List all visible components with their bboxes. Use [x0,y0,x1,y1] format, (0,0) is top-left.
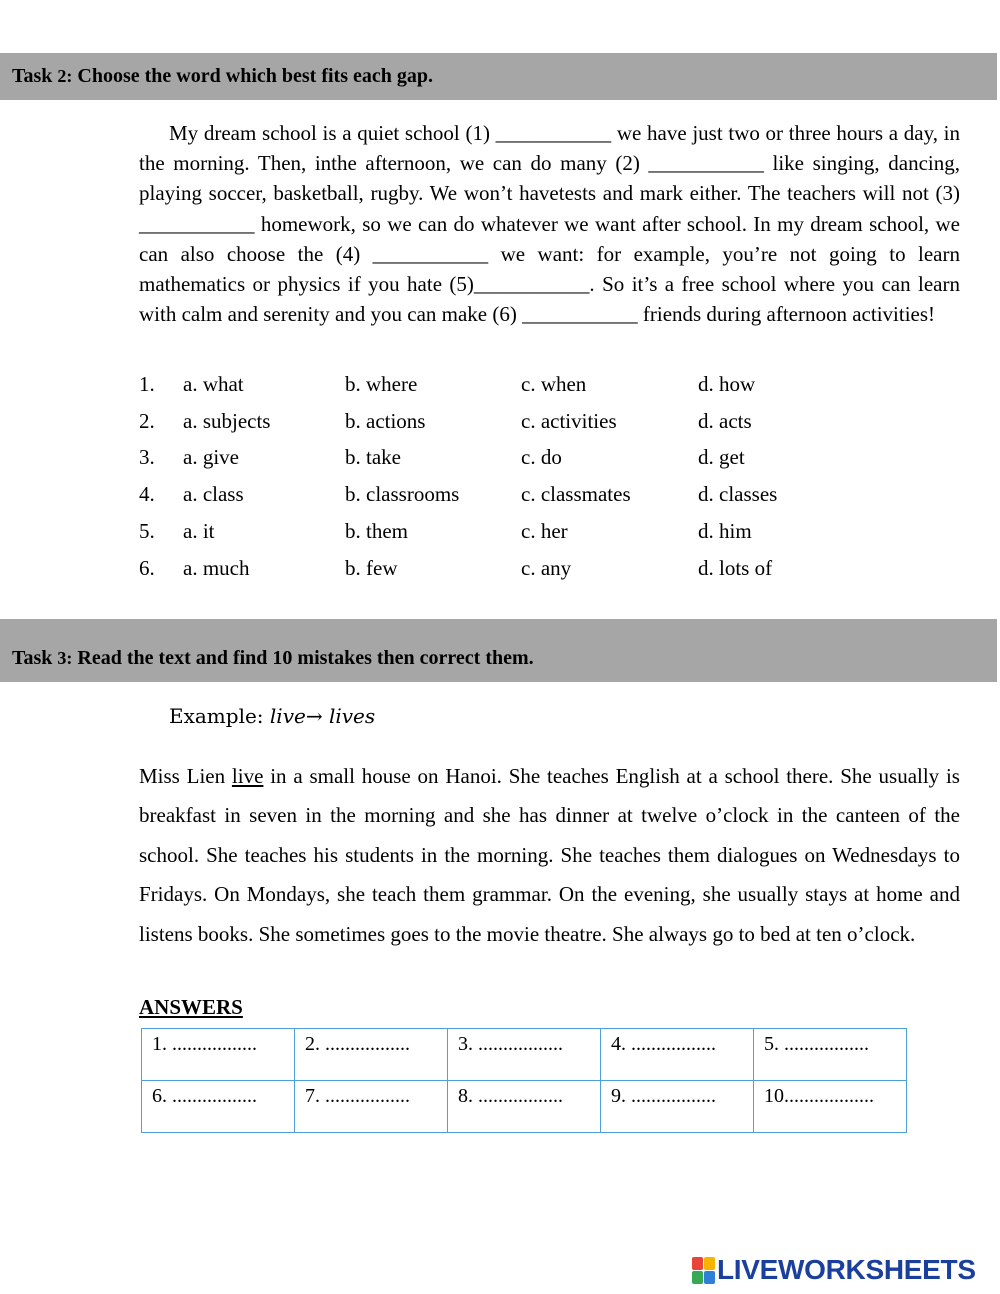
question-number: 4. [139,482,155,507]
answer-blank: 9. ................. [611,1085,716,1107]
answer-blank: 2. ................. [305,1033,410,1055]
option-d: d. acts [698,408,752,433]
answer-cell[interactable] [601,1029,754,1081]
task2-label-number: 2: [57,66,73,86]
answers-title: ANSWERS [139,995,243,1019]
answer-cell[interactable] [754,1029,907,1081]
question-number: 5. [139,519,155,544]
option-d: d. lots of [698,555,773,580]
passage-rest: in a small house on Hanoi. She teaches English at a school there. She usually is breakfast in seven in the morning and she has dinner at twelve o’clock in the canteen of the school. She teaches his students in the morning. She teaches them dialogues on Wednesdays to Fridays. On Mondays, she teach them grammar. On the evening, she usually stays at home and listens books. She sometimes goes to the movie theatre. She always go to bed at ten o’clock. [139,764,960,946]
logo-square-blue [704,1271,715,1284]
option-c: c. any [521,555,572,580]
example-label: Example: [169,704,270,728]
question-row [139,366,838,403]
answers-row [142,1029,907,1081]
logo-square-yellow [704,1257,715,1270]
option-a: a. give [183,445,239,470]
task3-label-prefix: Task [12,647,58,669]
underlined-word: live [231,764,264,788]
option-d: d. classes [698,482,778,507]
option-b: b. them [345,519,408,544]
option-b: b. few [345,555,398,580]
answer-cell[interactable] [295,1081,448,1133]
answer-blank: 1. ................. [152,1033,257,1055]
option-c: c. activities [521,408,617,433]
answer-cell[interactable] [601,1081,754,1133]
option-d: d. get [698,445,745,470]
task2-label-prefix: Task [12,65,58,87]
question-number: 2. [139,408,155,433]
task3-example [169,704,375,728]
task2-header [0,53,997,100]
answer-blank: 4. ................. [611,1033,716,1055]
task3-title [12,647,534,670]
option-d: d. how [698,371,756,396]
option-b: b. take [345,445,401,470]
question-number: 1. [139,371,155,396]
task2-label-text: Choose the word which best fits each gap. [72,65,433,87]
answer-cell[interactable] [142,1081,295,1133]
option-a: a. class [183,482,244,507]
question-number: 6. [139,555,155,580]
logo-square-red [692,1257,703,1270]
option-a: a. subjects [183,408,271,433]
option-a: a. it [183,519,215,544]
task2-options-table [139,366,838,587]
logo-square-green [692,1271,703,1284]
answer-cell[interactable] [448,1081,601,1133]
question-number: 3. [139,445,155,470]
question-row [139,403,838,440]
option-a: a. much [183,555,250,580]
option-d: d. him [698,519,752,544]
question-row [139,440,838,477]
option-b: b. classrooms [345,482,460,507]
task3-header [0,619,997,682]
answers-table [141,1028,907,1133]
answer-cell[interactable] [754,1081,907,1133]
answer-blank: 6. ................. [152,1085,257,1107]
answer-blank: 8. ................. [458,1085,563,1107]
answer-cell[interactable] [448,1029,601,1081]
answer-blank: 10.................. [764,1085,874,1107]
liveworksheets-logo [692,1255,976,1285]
answers-row [142,1081,907,1133]
task2-title [12,65,433,88]
task3-passage [139,757,960,954]
answer-blank: 3. ................. [458,1033,563,1055]
option-c: c. do [521,445,562,470]
example-text: live→ lives [269,704,376,728]
option-b: b. where [345,371,418,396]
option-c: c. when [521,371,587,396]
task3-label-number: 3: [57,648,73,668]
passage-start: Miss Lien [139,764,232,788]
option-b: b. actions [345,408,426,433]
answer-blank: 7. ................. [305,1085,410,1107]
option-a: a. what [183,371,244,396]
answer-cell[interactable] [142,1029,295,1081]
logo-text: LIVEWORKSHEETS [717,1254,976,1285]
option-c: c. her [521,519,568,544]
option-c: c. classmates [521,482,631,507]
task3-label-text: Read the text and find 10 mistakes then correct them. [72,647,534,669]
question-row [139,513,838,550]
answer-cell[interactable] [295,1029,448,1081]
question-row [139,476,838,513]
task2-passage: My dream school is a quiet school (1) ___________ we have just two or three hours a day, in the morning. Then, inthe afternoon, we can do many (2) ___________ like singing, dancing, playing soccer, basketball, rugby. We won’t havetests and mark either. The teachers will not (3) ___________ homework, so we can do whatever we want after school. In my dream school, we can also choose the (4) ___________ we want: for example, you’re not going to learn mathematics or physics if you hate (5)___________. So it’s a free school where you can learn with calm and serenity and you can make (6) ___________ friends during afternoon activities! [139,121,960,327]
question-row [139,550,838,587]
answer-blank: 5. ................. [764,1033,869,1055]
logo-mark-icon [692,1257,714,1283]
